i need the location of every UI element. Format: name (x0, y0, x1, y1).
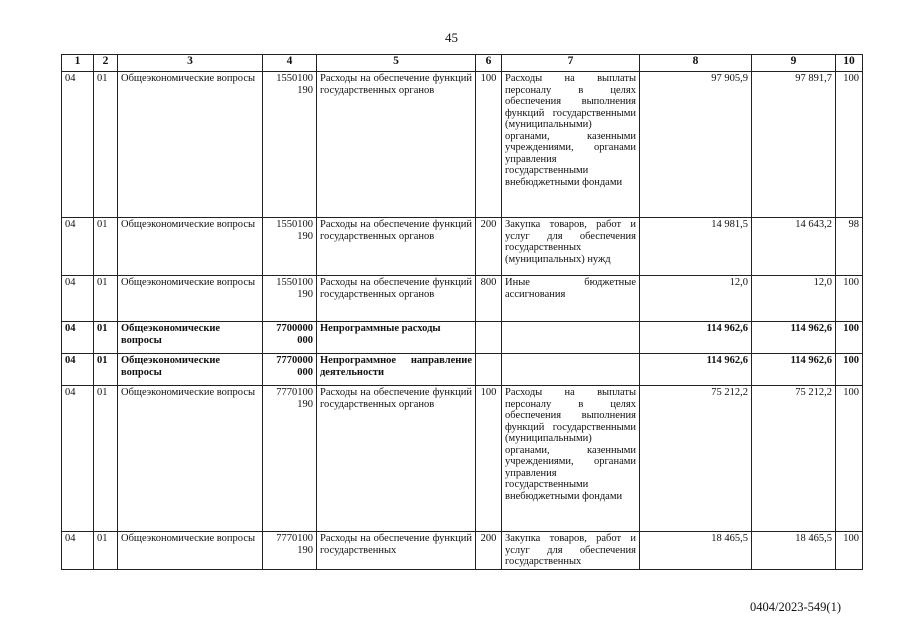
table-row (62, 72, 863, 218)
expense-type-code: 200 (476, 218, 502, 276)
actual-amount: 12,0 (752, 276, 836, 322)
plan-amount: 12,0 (640, 276, 752, 322)
budget-table (61, 54, 863, 570)
expense-type-code: 200 (476, 532, 502, 570)
article-name: Непрограммное направление деятельности (317, 354, 476, 386)
col-header: 8 (640, 55, 752, 72)
subsection-code: 01 (94, 532, 118, 570)
col-header: 1 (62, 55, 94, 72)
section-code: 04 (62, 532, 94, 570)
col-header: 2 (94, 55, 118, 72)
col-header: 6 (476, 55, 502, 72)
expense-type-name: Иные бюджетные ассигнования (502, 276, 640, 322)
actual-amount: 114 962,6 (752, 354, 836, 386)
table-row (62, 218, 863, 276)
table-row (62, 532, 863, 570)
target-article: 7770100 190 (263, 386, 317, 532)
article-name: Расходы на обеспечение функций государственных органов (317, 218, 476, 276)
expense-type-code (476, 354, 502, 386)
expense-type-code (476, 322, 502, 354)
percent-value: 100 (836, 386, 863, 532)
col-header: 9 (752, 55, 836, 72)
subsection-code: 01 (94, 322, 118, 354)
expense-type-name: Расходы на выплаты персоналу в целях обеспечения выполнения функций государственными (муниципальными) органами, казенными учреждениями, органами управления государственными внебюджетными фондами (502, 72, 640, 218)
section-code: 04 (62, 322, 94, 354)
plan-amount: 75 212,2 (640, 386, 752, 532)
col-header: 4 (263, 55, 317, 72)
plan-amount: 14 981,5 (640, 218, 752, 276)
expense-type-code: 100 (476, 72, 502, 218)
actual-amount: 114 962,6 (752, 322, 836, 354)
document-code: 0404/2023-549(1) (750, 600, 841, 614)
expense-type-code: 100 (476, 386, 502, 532)
table-row (62, 322, 863, 354)
subsection-code: 01 (94, 218, 118, 276)
percent-value: 100 (836, 276, 863, 322)
target-article: 7770100 190 (263, 532, 317, 570)
percent-value: 98 (836, 218, 863, 276)
expense-type-name (502, 354, 640, 386)
subsection-code: 01 (94, 354, 118, 386)
actual-amount: 97 891,7 (752, 72, 836, 218)
col-header: 5 (317, 55, 476, 72)
section-code: 04 (62, 72, 94, 218)
section-name: Общеэкономические вопросы (118, 218, 263, 276)
table-row (62, 386, 863, 532)
target-article: 1550100 190 (263, 218, 317, 276)
article-name: Непрограммные расходы (317, 322, 476, 354)
actual-amount: 18 465,5 (752, 532, 836, 570)
percent-value: 100 (836, 72, 863, 218)
plan-amount: 114 962,6 (640, 354, 752, 386)
section-name: Общеэкономические вопросы (118, 276, 263, 322)
plan-amount: 18 465,5 (640, 532, 752, 570)
plan-amount: 114 962,6 (640, 322, 752, 354)
target-article: 7770000 000 (263, 354, 317, 386)
target-article: 7700000 000 (263, 322, 317, 354)
expense-type-name: Закупка товаров, работ и услуг для обеспечения государственных (муниципальных) нужд (502, 218, 640, 276)
target-article: 1550100 190 (263, 276, 317, 322)
subsection-code: 01 (94, 276, 118, 322)
actual-amount: 14 643,2 (752, 218, 836, 276)
section-name: Общеэкономические вопросы (118, 72, 263, 218)
article-name: Расходы на обеспечение функций государственных органов (317, 72, 476, 218)
header-row (62, 55, 863, 72)
section-code: 04 (62, 354, 94, 386)
expense-type-code: 800 (476, 276, 502, 322)
actual-amount: 75 212,2 (752, 386, 836, 532)
subsection-code: 01 (94, 72, 118, 218)
col-header: 3 (118, 55, 263, 72)
col-header: 7 (502, 55, 640, 72)
article-name: Расходы на обеспечение функций государственных (317, 532, 476, 570)
subsection-code: 01 (94, 386, 118, 532)
table-row (62, 354, 863, 386)
article-name: Расходы на обеспечение функций государственных органов (317, 276, 476, 322)
section-name: Общеэкономические вопросы (118, 386, 263, 532)
section-name: Общеэкономические вопросы (118, 532, 263, 570)
table-row (62, 276, 863, 322)
percent-value: 100 (836, 354, 863, 386)
page-number: 45 (445, 30, 458, 45)
section-name: Общеэкономические вопросы (118, 354, 263, 386)
target-article: 1550100 190 (263, 72, 317, 218)
col-header: 10 (836, 55, 863, 72)
section-name: Общеэкономические вопросы (118, 322, 263, 354)
section-code: 04 (62, 276, 94, 322)
expense-type-name (502, 322, 640, 354)
expense-type-name: Закупка товаров, работ и услуг для обеспечения государственных (502, 532, 640, 570)
article-name: Расходы на обеспечение функций государственных органов (317, 386, 476, 532)
plan-amount: 97 905,9 (640, 72, 752, 218)
expense-type-name: Расходы на выплаты персоналу в целях обеспечения выполнения функций государственными (муниципальными) органами, казенными учреждениями, органами управления государственными внебюджетными фондами (502, 386, 640, 532)
section-code: 04 (62, 386, 94, 532)
percent-value: 100 (836, 322, 863, 354)
percent-value: 100 (836, 532, 863, 570)
section-code: 04 (62, 218, 94, 276)
